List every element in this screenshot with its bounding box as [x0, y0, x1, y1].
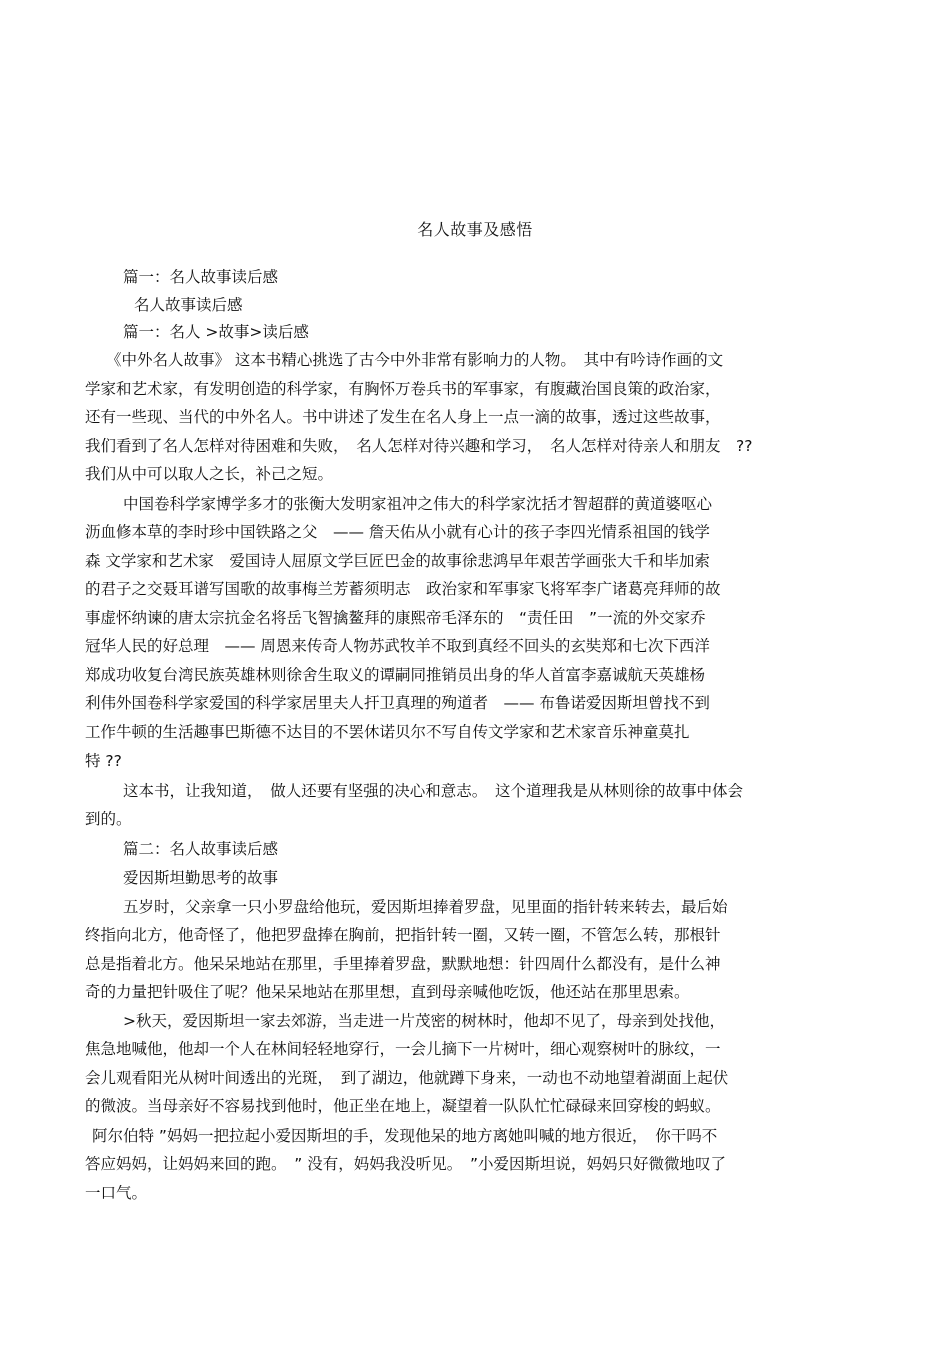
text-line: 篇一：名人 >故事>读后感: [123, 323, 309, 341]
text-line: 《中外名人故事》 这本书精心挑选了古今中外非常有影响力的人物。 其中有吟诗作画的文: [106, 351, 724, 369]
text-line: 工作牛顿的生活趣事巴斯德不达目的不罢休诺贝尔不写自传文学家和艺术家音乐神童莫扎: [85, 723, 690, 741]
document-title: 名人故事及感悟: [417, 220, 533, 239]
text-line: 篇二：名人故事读后感: [123, 840, 279, 858]
text-line: 学家和艺术家，有发明创造的科学家，有胸怀万卷兵书的军事家，有腹藏治国良策的政治家，: [85, 380, 721, 398]
text-line: 利伟外国卷科学家爱国的科学家居里夫人扞卫真理的殉道者 —— 布鲁诺爱因斯坦曾找不到: [85, 694, 710, 712]
text-line: 中国卷科学家博学多才的张衡大发明家祖冲之伟大的科学家沈括才智超群的黄道婆呕心: [123, 495, 713, 513]
text-line: 还有一些现、当代的中外名人。书中讲述了发生在名人身上一点一滴的故事，透过这些故事，: [85, 408, 721, 426]
text-line: 到的。: [85, 810, 132, 828]
text-line: 我们从中可以取人之长，补己之短。: [85, 465, 334, 483]
text-line: 特 ??: [85, 752, 122, 770]
text-line: 一口气。: [85, 1184, 148, 1202]
text-line: 的微波。当母亲好不容易找到他时，他正坐在地上，凝望着一队队忙忙碌碌来回穿梭的蚂蚁。: [85, 1097, 721, 1115]
text-line: 事虚怀纳谏的唐太宗抗金名将岳飞智擒鳌拜的康熙帝毛泽东的 “责任田 ”一流的外交家乔: [85, 609, 706, 627]
text-line: >秋天，爱因斯坦一家去郊游，当走进一片茂密的树林时，他却不见了，母亲到处找他，: [123, 1012, 725, 1030]
text-line: 答应妈妈，让妈妈来回的跑。 ” 没有，妈妈我没听见。 ”小爱因斯坦说，妈妈只好微微地叹了: [85, 1155, 726, 1173]
text-line: 篇一：名人故事读后感: [123, 268, 279, 286]
text-line: 阿尔伯特 ”妈妈一把拉起小爱因斯坦的手，发现他呆的地方离她叫喊的地方很近， 你干吗不: [92, 1127, 718, 1145]
text-line: 冠华人民的好总理 —— 周恩来传奇人物苏武牧羊不取到真经不回头的玄奘郑和七次下西洋: [85, 637, 710, 655]
text-line: 郑成功收复台湾民族英雄林则徐舍生取义的谭嗣同推销员出身的华人首富李嘉诚航天英雄杨: [85, 666, 706, 684]
text-line: 总是指着北方。他呆呆地站在那里，手里捧着罗盘，默默地想：针四周什么都没有，是什么神: [85, 955, 721, 973]
text-line: 会儿观看阳光从树叶间透出的光斑， 到了湖边，他就蹲下身来，一动也不动地望着湖面上起伏: [85, 1069, 729, 1087]
text-line: 五岁时，父亲拿一只小罗盘给他玩，爱因斯坦捧着罗盘，见里面的指针转来转去，最后始: [123, 898, 728, 916]
text-line: 名人故事读后感: [134, 296, 243, 314]
text-line: 森 文学家和艺术家 爱国诗人屈原文学巨匠巴金的故事徐悲鸿早年艰苦学画张大千和毕加索: [85, 552, 710, 570]
text-line: 的君子之交聂耳谱写国歌的故事梅兰芳蓄须明志 政治家和军事家飞将军李广诸葛亮拜师的故: [85, 580, 721, 598]
text-line: 爱因斯坦勤思考的故事: [123, 869, 279, 887]
text-line: 沥血修本草的李时珍中国铁路之父 —— 詹天佑从小就有心计的孩子李四光情系祖国的钱学: [85, 523, 710, 541]
text-line: 焦急地喊他，他却一个人在林间轻轻地穿行，一会儿摘下一片树叶，细心观察树叶的脉纹，一: [85, 1040, 721, 1058]
text-line: 奇的力量把针吸住了呢？他呆呆地站在那里想，直到母亲喊他吃饭，他还站在那里思索。: [85, 983, 690, 1001]
text-line: 这本书，让我知道， 做人还要有坚强的决心和意志。 这个道理我是从林则徐的故事中体会: [123, 782, 744, 800]
text-line: 终指向北方，他奇怪了，他把罗盘捧在胸前，把指针转一圈，又转一圈，不管怎么转，那根针: [85, 926, 721, 944]
text-line: 我们看到了名人怎样对待困难和失败， 名人怎样对待兴趣和学习， 名人怎样对待亲人和朋友 ??: [85, 437, 753, 455]
